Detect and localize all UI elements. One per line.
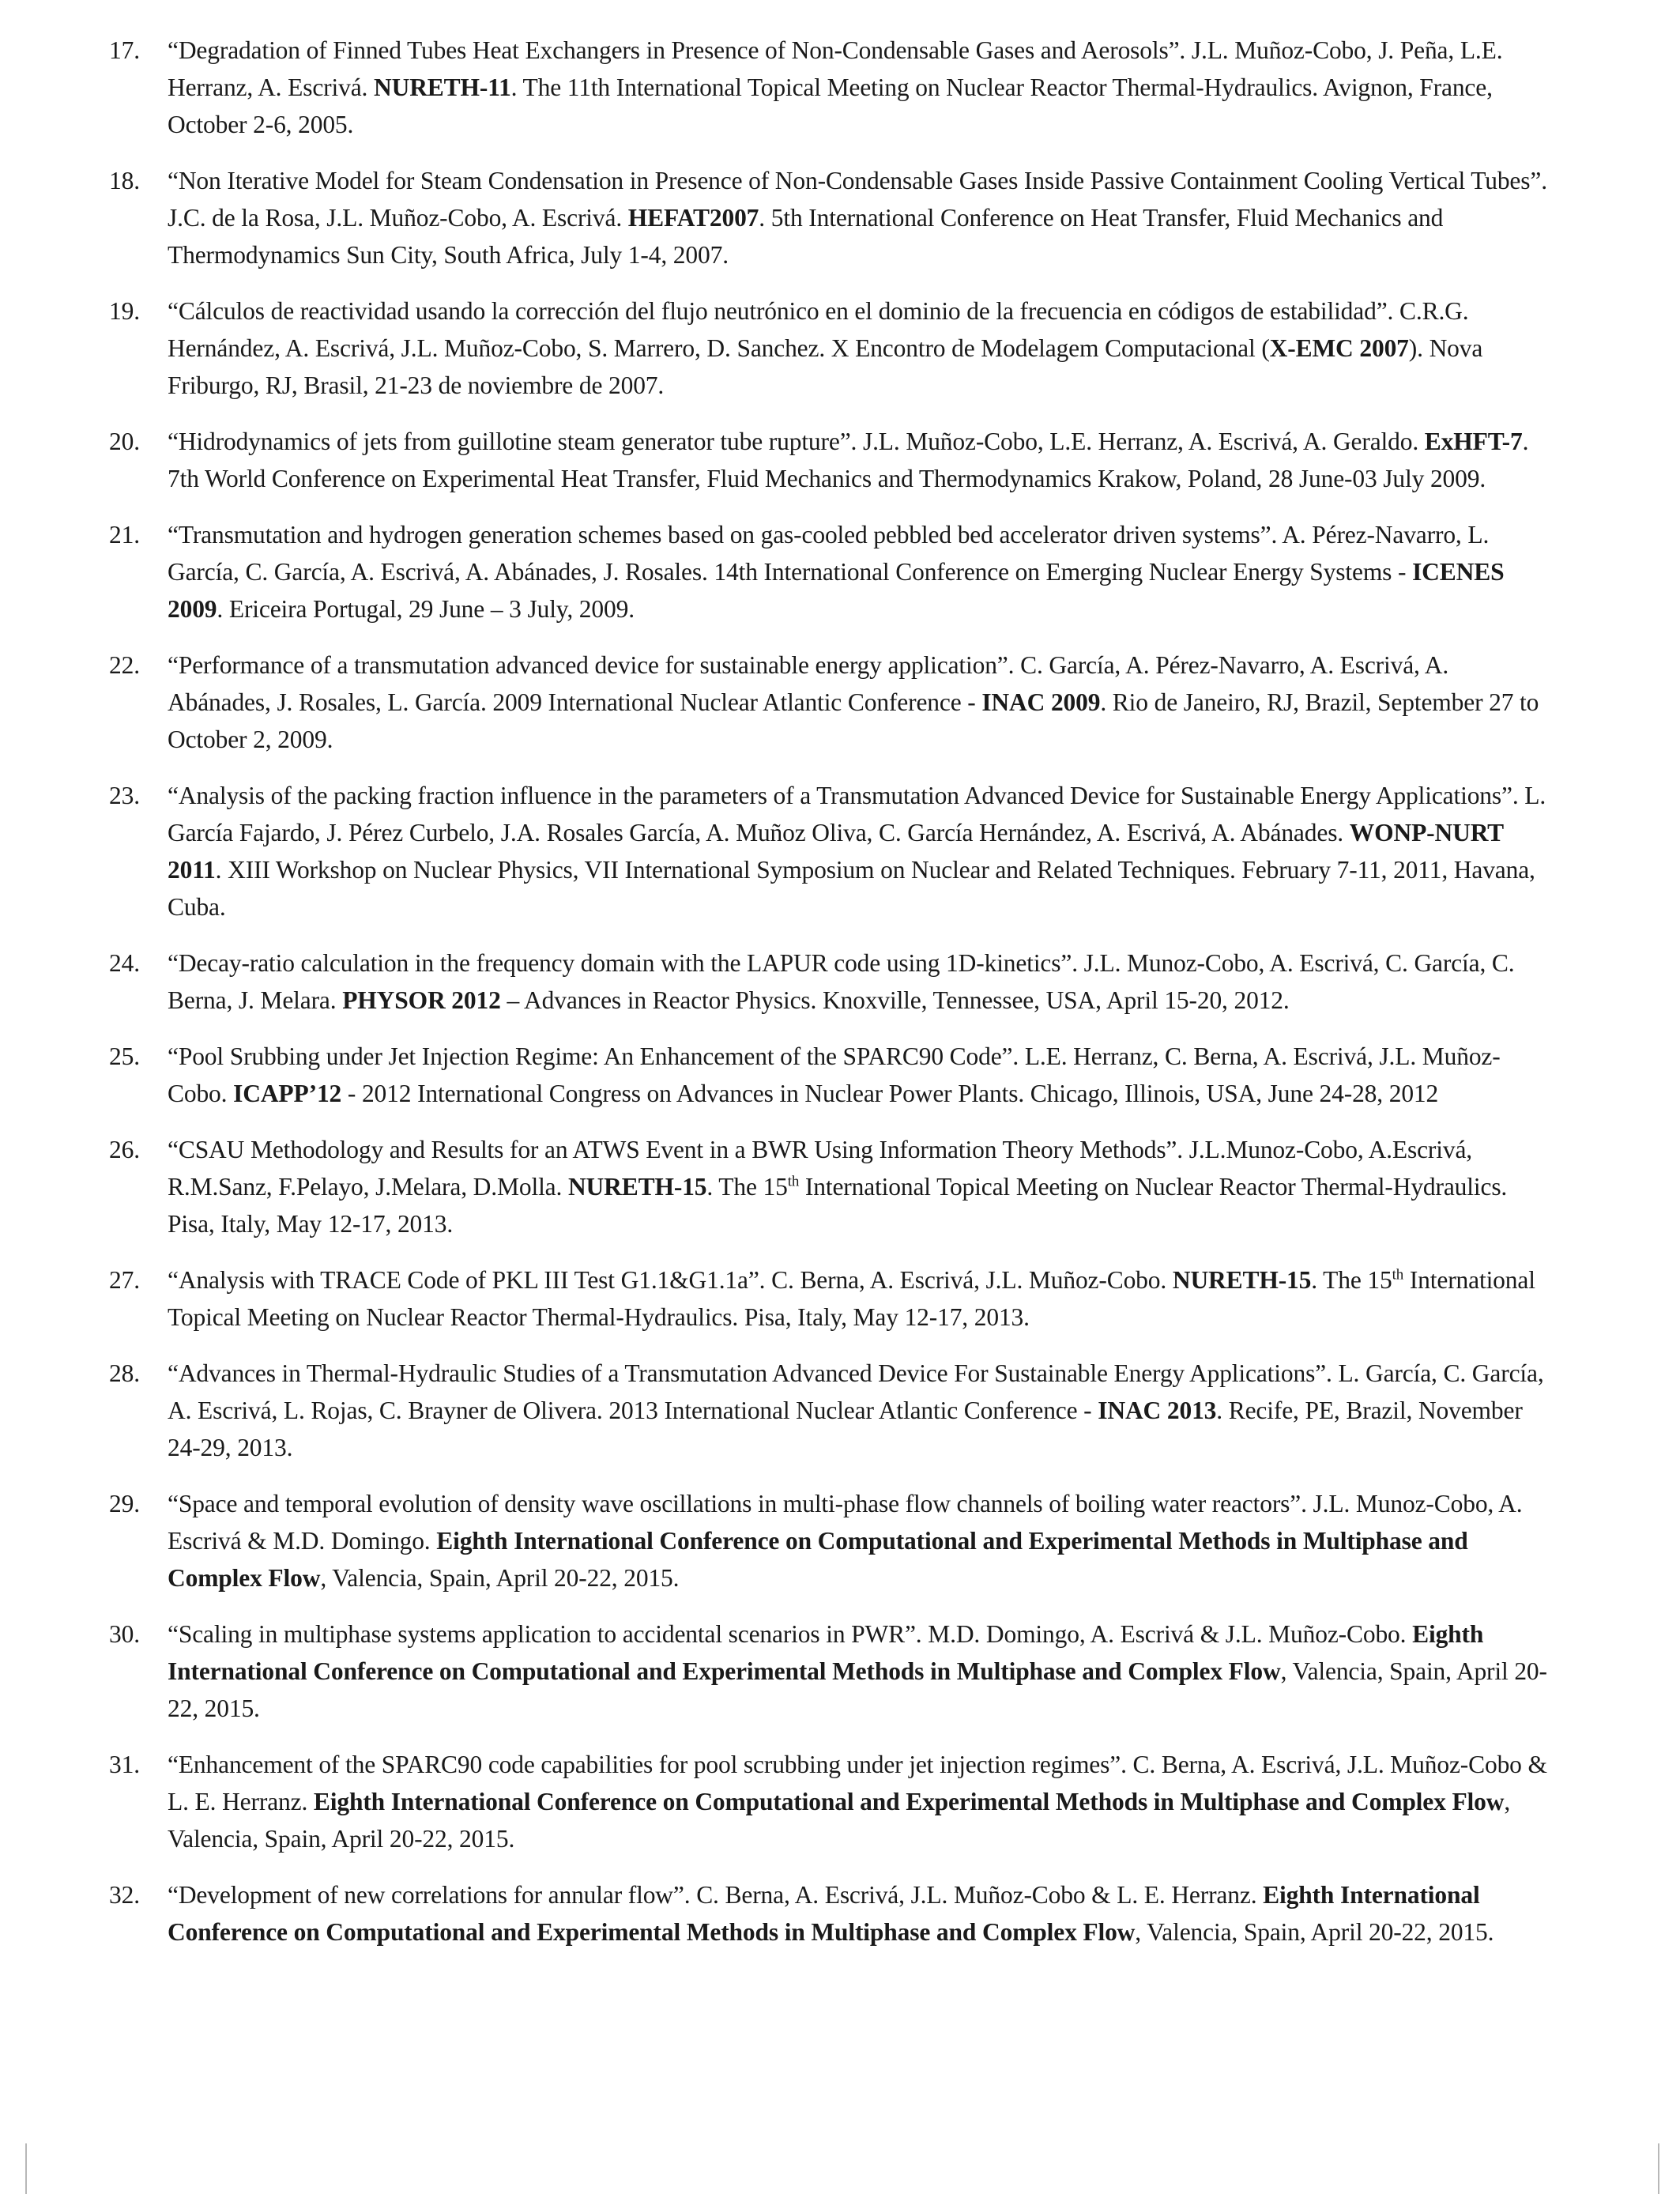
reference-text bbox=[168, 1359, 1544, 1461]
reference-number: 23. bbox=[109, 782, 140, 809]
reference-number: 18. bbox=[109, 167, 140, 194]
reference-venue: Eighth International Conference on Computational and Experimental Methods in Multiphase and Complex Flow bbox=[168, 1527, 1468, 1592]
reference-number: 19. bbox=[109, 297, 140, 325]
reference-venue: PHYSOR 2012 bbox=[342, 986, 501, 1014]
reference-number: 32. bbox=[109, 1881, 140, 1909]
reference-segment: . Recife, PE, Brazil, November 24-29, 2013. bbox=[168, 1397, 1523, 1461]
reference-text bbox=[168, 1266, 1535, 1331]
reference-text bbox=[168, 949, 1515, 1014]
reference-segment: “Hidrodynamics of jets from guillotine steam generator tube rupture”. J.L. Muñoz-Cobo, L.E. Herranz, A. Escrivá, A. Geraldo. bbox=[168, 428, 1425, 455]
reference-segment: . Ericeira Portugal, 29 June – 3 July, 2009. bbox=[217, 595, 635, 623]
reference-number: 20. bbox=[109, 428, 140, 455]
reference-segment: . The 15 bbox=[706, 1173, 788, 1201]
reference-segment: ). Nova Friburgo, RJ, Brasil, 21-23 de noviembre de 2007. bbox=[168, 334, 1483, 399]
reference-venue: Eighth International Conference on Computational and Experimental Methods in Multiphase and Complex Flow bbox=[313, 1788, 1505, 1815]
reference-text bbox=[168, 428, 1528, 492]
reference-text bbox=[168, 36, 1502, 138]
reference-segment: “Enhancement of the SPARC90 code capabilities for pool scrubbing under jet injection regimes”. C. Berna, A. Escrivá, J.L. Muñoz-Cobo & L. E. Herranz. bbox=[168, 1751, 1547, 1815]
reference-segment: “Decay-ratio calculation in the frequency domain with the LAPUR code using 1D-kinetics”. J.L. Munoz-Cobo, A. Escrivá, C. García, C. Berna, J. Melara. bbox=[168, 949, 1515, 1014]
reference-number: 28. bbox=[109, 1359, 140, 1387]
reference-segment: . XIII Workshop on Nuclear Physics, VII International Symposium on Nuclear and Related Techniques. February 7-11, 2011, Havana, Cuba. bbox=[168, 856, 1535, 921]
reference-venue: INAC 2009 bbox=[981, 688, 1101, 716]
reference-item bbox=[109, 1131, 1555, 1242]
reference-item bbox=[109, 1876, 1555, 1951]
reference-item bbox=[109, 1615, 1555, 1727]
reference-text bbox=[168, 1042, 1501, 1107]
reference-segment: , Valencia, Spain, April 20-22, 2015. bbox=[168, 1657, 1547, 1722]
reference-segment: “Analysis with TRACE Code of PKL III Test G1.1&G1.1a”. C. Berna, A. Escrivá, J.L. Muñoz-Cobo. bbox=[168, 1266, 1173, 1294]
ordinal-superscript: th bbox=[1392, 1266, 1404, 1284]
reference-venue: Eighth International Conference on Computational and Experimental Methods in Multiphase and Complex Flow bbox=[168, 1620, 1484, 1685]
reference-text bbox=[168, 1136, 1507, 1238]
reference-venue: NURETH-11 bbox=[374, 74, 511, 101]
reference-text bbox=[168, 782, 1546, 921]
reference-number: 27. bbox=[109, 1266, 140, 1294]
reference-segment: International Topical Meeting on Nuclear Reactor Thermal-Hydraulics. Pisa, Italy, May 12-17, 2013. bbox=[168, 1173, 1508, 1238]
reference-item bbox=[109, 1355, 1555, 1466]
reference-segment: “CSAU Methodology and Results for an ATWS Event in a BWR Using Information Theory Methods”. J.L.Munoz-Cobo, A.Escrivá, R.M.Sanz, F.Pelayo, J.Melara, D.Molla. bbox=[168, 1136, 1473, 1201]
reference-segment: - 2012 International Congress on Advances in Nuclear Power Plants. Chicago, Illinois, USA, June 24-28, 2012 bbox=[341, 1080, 1439, 1107]
reference-item bbox=[109, 423, 1555, 497]
reference-item bbox=[109, 32, 1555, 143]
reference-venue: HEFAT2007 bbox=[627, 204, 759, 232]
reference-venue: NURETH-15 bbox=[1172, 1266, 1312, 1294]
reference-number: 17. bbox=[109, 36, 140, 64]
reference-segment: , Valencia, Spain, April 20-22, 2015. bbox=[320, 1564, 680, 1592]
reference-venue: NURETH-15 bbox=[567, 1173, 707, 1201]
reference-venue: Eighth International Conference on Computational and Experimental Methods in Multiphase and Complex Flow bbox=[168, 1881, 1480, 1946]
reference-number: 24. bbox=[109, 949, 140, 977]
page-edge-left-line bbox=[25, 2143, 27, 2194]
reference-segment: “Degradation of Finned Tubes Heat Exchangers in Presence of Non-Condensable Gases and Aerosols”. J.L. Muñoz-Cobo, J. Peña, L.E. Herranz, A. Escrivá. bbox=[168, 36, 1503, 101]
reference-venue: ICENES 2009 bbox=[168, 558, 1505, 623]
reference-text bbox=[168, 1881, 1494, 1946]
reference-venue: ICAPP’12 bbox=[233, 1080, 342, 1107]
reference-venue: INAC 2013 bbox=[1098, 1397, 1217, 1424]
reference-number: 31. bbox=[109, 1751, 140, 1778]
reference-segment: . 5th International Conference on Heat Transfer, Fluid Mechanics and Thermodynamics Sun City, South Africa, July 1-4, 2007. bbox=[168, 204, 1444, 269]
reference-item bbox=[109, 1485, 1555, 1596]
reference-venue: X-EMC 2007 bbox=[1269, 334, 1409, 362]
reference-item bbox=[109, 1261, 1555, 1336]
reference-segment: , Valencia, Spain, April 20-22, 2015. bbox=[1135, 1918, 1494, 1946]
reference-number: 22. bbox=[109, 651, 140, 679]
reference-item bbox=[109, 1746, 1555, 1857]
reference-segment: “Advances in Thermal-Hydraulic Studies of a Transmutation Advanced Device For Sustainable Energy Applications”. L. García, C. García, A. Escrivá, L. Rojas, C. Brayner de Olivera. 2013 International Nuclear Atlantic Conference - bbox=[168, 1359, 1544, 1424]
reference-segment: “Cálculos de reactividad usando la corrección del flujo neutrónico en el dominio de la frecuencia en códigos de estabilidad”. C.R.G. Hernández, A. Escrivá, J.L. Muñoz-Cobo, S. Marrero, D. Sanchez. X Encontro de Modelagem Computacional ( bbox=[168, 297, 1469, 362]
reference-venue: WONP-NURT 2011 bbox=[168, 819, 1504, 884]
reference-text bbox=[168, 521, 1504, 623]
reference-segment: – Advances in Reactor Physics. Knoxville, Tennessee, USA, April 15-20, 2012. bbox=[500, 986, 1290, 1014]
reference-item bbox=[109, 777, 1555, 925]
reference-number: 30. bbox=[109, 1620, 140, 1648]
reference-number: 21. bbox=[109, 521, 140, 548]
reference-segment: “Performance of a transmutation advanced device for sustainable energy application”. C. García, A. Pérez-Navarro, A. Escrivá, A. Abánades, J. Rosales, L. García. 2009 International Nuclear Atlantic Conference - bbox=[168, 651, 1449, 716]
reference-text bbox=[168, 1751, 1547, 1853]
reference-segment: , Valencia, Spain, April 20-22, 2015. bbox=[168, 1788, 1511, 1853]
reference-segment: “Non Iterative Model for Steam Condensation in Presence of Non-Condensable Gases Inside Passive Containment Cooling Vertical Tubes”. J.C. de la Rosa, J.L. Muñoz-Cobo, A. Escrivá. bbox=[168, 167, 1547, 232]
reference-text bbox=[168, 651, 1539, 753]
reference-item bbox=[109, 292, 1555, 404]
reference-text bbox=[168, 297, 1482, 399]
reference-segment: . 7th World Conference on Experimental Heat Transfer, Fluid Mechanics and Thermodynamics Krakow, Poland, 28 June-03 July 2009. bbox=[168, 428, 1529, 492]
reference-segment: “Analysis of the packing fraction influence in the parameters of a Transmutation Advanced Device for Sustainable Energy Applications”. L. García Fajardo, J. Pérez Curbelo, J.A. Rosales García, A. Muñoz Oliva, C. García Hernández, A. Escrivá, A. Abánades. bbox=[168, 782, 1546, 846]
reference-segment: “Development of new correlations for annular flow”. C. Berna, A. Escrivá, J.L. Muñoz-Cobo & L. E. Herranz. bbox=[168, 1881, 1264, 1909]
reference-segment: . Rio de Janeiro, RJ, Brazil, September 27 to October 2, 2009. bbox=[168, 688, 1539, 753]
page-bottom-edge bbox=[17, 2143, 1664, 2194]
reference-segment: “Scaling in multiphase systems application to accidental scenarios in PWR”. M.D. Domingo, A. Escrivá & J.L. Muñoz-Cobo. bbox=[168, 1620, 1413, 1648]
reference-item bbox=[109, 944, 1555, 1019]
reference-item bbox=[109, 1038, 1555, 1112]
reference-number: 26. bbox=[109, 1136, 140, 1163]
ordinal-superscript: th bbox=[787, 1173, 800, 1190]
reference-item bbox=[109, 516, 1555, 628]
reference-segment: “Space and temporal evolution of density wave oscillations in multi-phase flow channels of boiling water reactors”. J.L. Munoz-Cobo, A. Escrivá & M.D. Domingo. bbox=[168, 1490, 1523, 1555]
reference-text bbox=[168, 1490, 1522, 1592]
reference-segment: International Topical Meeting on Nuclear Reactor Thermal-Hydraulics. Pisa, Italy, May 12-17, 2013. bbox=[168, 1266, 1535, 1331]
reference-list bbox=[109, 32, 1555, 1970]
reference-item bbox=[109, 162, 1555, 273]
page-edge-right-line bbox=[1658, 2143, 1659, 2194]
reference-text bbox=[168, 167, 1547, 269]
reference-segment: . The 15 bbox=[1311, 1266, 1392, 1294]
reference-number: 29. bbox=[109, 1490, 140, 1517]
reference-segment: “Pool Srubbing under Jet Injection Regime: An Enhancement of the SPARC90 Code”. L.E. Herranz, C. Berna, A. Escrivá, J.L. Muñoz-Cobo. bbox=[168, 1042, 1501, 1107]
reference-number: 25. bbox=[109, 1042, 140, 1070]
reference-text bbox=[168, 1620, 1547, 1722]
reference-item bbox=[109, 647, 1555, 758]
reference-segment: . The 11th International Topical Meeting on Nuclear Reactor Thermal-Hydraulics. Avignon, France, October 2-6, 2005. bbox=[168, 74, 1493, 138]
reference-venue: ExHFT-7 bbox=[1424, 428, 1523, 455]
reference-segment: “Transmutation and hydrogen generation schemes based on gas-cooled pebbled bed accelerator driven systems”. A. Pérez-Navarro, L. García, C. García, A. Escrivá, A. Abánades, J. Rosales. 14th International Conference on Emerging Nuclear Energy Systems - bbox=[168, 521, 1490, 586]
